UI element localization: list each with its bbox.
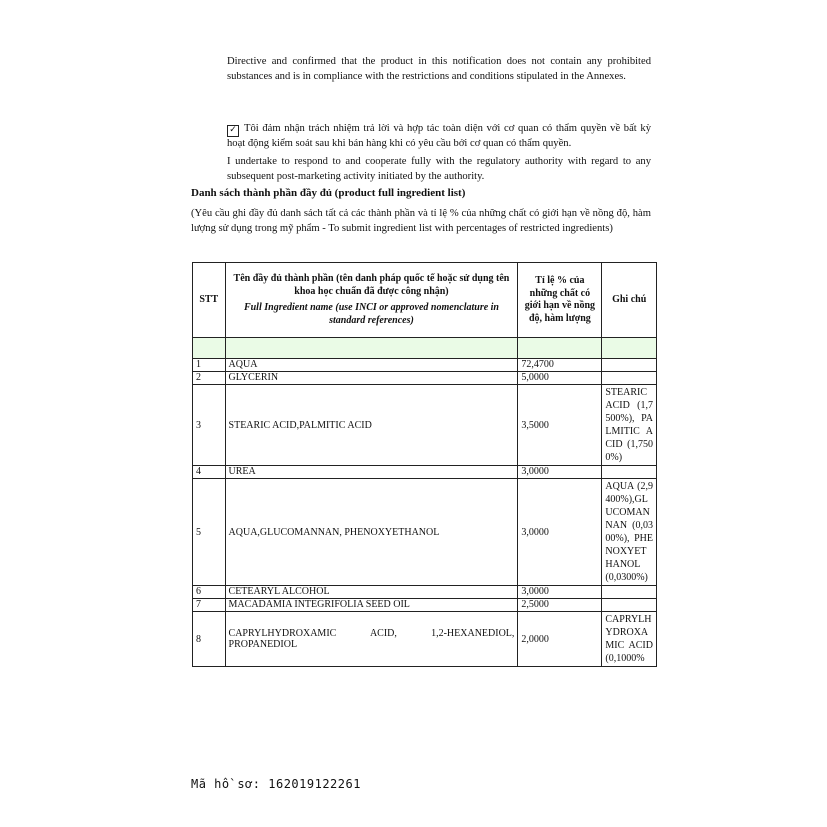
header-name [225,263,518,338]
undertake-vi-paragraph [227,122,651,152]
table-row [193,586,657,599]
row-percentage: 3,0000 [518,586,602,599]
row-ingredient: AQUA,GLUCOMANNAN, PHENOXYETHANOL [225,479,518,586]
table-row [193,359,657,372]
table-row [193,466,657,479]
row-ingredient: GLYCERIN [225,372,518,385]
table-row [193,385,657,466]
ingredient-list-note: (Yêu cầu ghi đầy đủ danh sách tất cả các thành phần và tỉ lệ % của những chất có giới hạn về nồng độ, hàm lượng sử dụng trong mỹ phẩm - To submit ingredient list with percentages of restricted ingredients) [191,208,651,234]
row-percentage: 3,5000 [518,385,602,466]
table-row [193,479,657,586]
header-name-en: Full Ingredient name (use INCI or approved nomenclature in standard references) [243,302,499,326]
table-spacer-row [193,338,657,359]
row-note: CAPRYLHYDROXAMIC ACID (0,1000% [602,612,657,667]
row-note [602,599,657,612]
row-note: STEARIC ACID (1,7500%), PALMITIC ACID (1,7500%) [602,385,657,466]
row-ingredient: CAPRYLHYDROXAMIC ACID, 1,2-HEXANEDIOL, PROPANEDIOL [225,612,518,667]
undertake-en-paragraph: I undertake to respond to and cooperate fully with the regulatory authority with regard to any subsequent post-marketing activity initiated by the authority. [227,156,651,182]
row-stt: 1 [193,359,226,372]
row-percentage: 5,0000 [518,372,602,385]
directive-paragraph: Directive and confirmed that the product in this notification does not contain any prohibited substances and is in compliance with the restrictions and conditions stipulated in the Annexes. [227,56,651,82]
row-percentage: 3,0000 [518,479,602,586]
row-note [602,359,657,372]
checkbox-checked-icon[interactable]: ✓ [227,125,239,137]
table-row [193,372,657,385]
row-percentage: 3,0000 [518,466,602,479]
table-row [193,612,657,667]
row-stt: 8 [193,612,226,667]
row-note: AQUA (2,9400%),GLUCOMANNAN (0,0300%), PHENOXYETHANOL (0,0300%) [602,479,657,586]
row-stt: 4 [193,466,226,479]
row-ingredient: STEARIC ACID,PALMITIC ACID [225,385,518,466]
row-note [602,586,657,599]
row-stt: 2 [193,372,226,385]
row-percentage: 2,0000 [518,612,602,667]
row-stt: 3 [193,385,226,466]
row-percentage: 2,5000 [518,599,602,612]
row-stt: 7 [193,599,226,612]
header-stt: STT [193,263,226,338]
row-ingredient: UREA [225,466,518,479]
record-number: Mã hồ sơ: 162019122261 [191,777,361,791]
table-header-row [193,263,657,338]
ingredient-list-heading: Danh sách thành phần đầy đủ (product full ingredient list) [191,187,466,199]
table-row [193,599,657,612]
row-stt: 6 [193,586,226,599]
row-ingredient: MACADAMIA INTEGRIFOLIA SEED OIL [225,599,518,612]
ingredient-table [192,262,657,667]
row-ingredient: AQUA [225,359,518,372]
row-note [602,372,657,385]
row-percentage: 72,4700 [518,359,602,372]
row-ingredient: CETEARYL ALCOHOL [225,586,518,599]
row-stt: 5 [193,479,226,586]
header-pct: Tỉ lệ % của những chất có giới hạn về nồng độ, hàm lượng [518,263,602,338]
undertake-vi-text: Tôi đảm nhận trách nhiệm trả lời và hợp tác toàn diện với cơ quan có thẩm quyền về bất kỳ hoạt động kiểm soát sau khi bán hàng khi có yêu cầu bởi cơ quan có thẩm quyền. [227,123,651,149]
header-name-vi: Tên đầy đủ thành phần (tên danh pháp quốc tế hoặc sử dụng tên khoa học chuẩn đã được công nhận) [233,273,510,297]
header-note: Ghi chú [602,263,657,338]
row-note [602,466,657,479]
